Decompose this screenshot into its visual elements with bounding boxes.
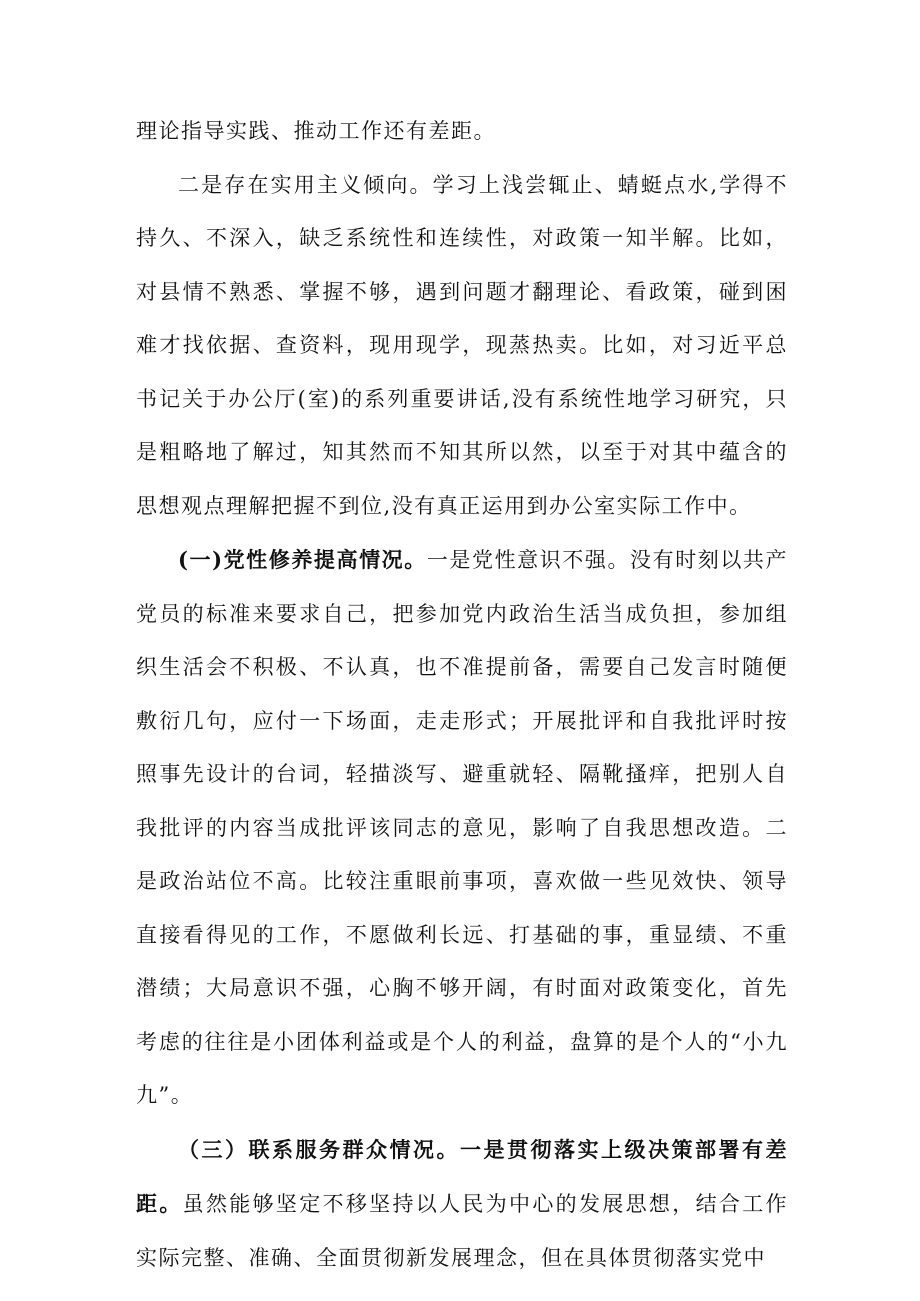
section-heading: (一)党性修养提高情况。 bbox=[178, 547, 427, 572]
paragraph-text: 虽然能够坚定不移坚持以人民为中心的发展思想，结合工作实际完整、准确、全面贯彻新发展理念，但在具体贯彻落实党中 bbox=[136, 1192, 789, 1270]
section-heading: （三）联系服务群众情况。一是贯彻落实上级决策部署有差距。 bbox=[136, 1136, 788, 1216]
paragraph-serving-masses bbox=[136, 1123, 788, 1286]
document-body bbox=[136, 105, 788, 1285]
paragraph-practicalism bbox=[136, 159, 788, 534]
paragraph-text: 理论指导实践、推动工作还有差距。 bbox=[136, 119, 496, 143]
paragraph-text: 二是存在实用主义倾向。学习上浅尝辄止、蜻蜓点水,学得不持久、不深入，缺乏系统性和连续性，对政策一知半解。比如，对县情不熟悉、掌握不够，遇到问题才翻理论、看政策，碰到困难才找依据、查资料，现用现学，现蒸热卖。比如，对习近平总书记关于办公厅(室)的系列重要讲话,没有系统性地学习研究，只是粗略地了解过，知其然而不知其所以然，以至于对其中蕴含的思想观点理解把握不到位,没有真正运用到办公室实际工作中。 bbox=[136, 172, 788, 518]
paragraph-continuation bbox=[136, 105, 788, 159]
paragraph-party-spirit bbox=[136, 533, 788, 1123]
paragraph-text: 一是党性意识不强。没有时刻以共产党员的标准来要求自己，把参加党内政治生活当成负担，参加组织生活会不积极、不认真，也不准提前备，需要自己发言时随便敷衍几句，应付一下场面，走走形式；开展批评和自我批评时按照事先设计的台词，轻描淡写、避重就轻、隔靴搔痒，把别人自我批评的内容当成批评该同志的意见，影响了自我思想改造。二是政治站位不高。比较注重眼前事项，喜欢做一些见效快、领导直接看得见的工作，不愿做利长远、打基础的事，重显绩、不重潜绩；大局意识不强，心胸不够开阔，有时面对政策变化，首先考虑的往往是小团体利益或是个人的利益，盘算的是个人的“小九九”。 bbox=[136, 548, 789, 1107]
